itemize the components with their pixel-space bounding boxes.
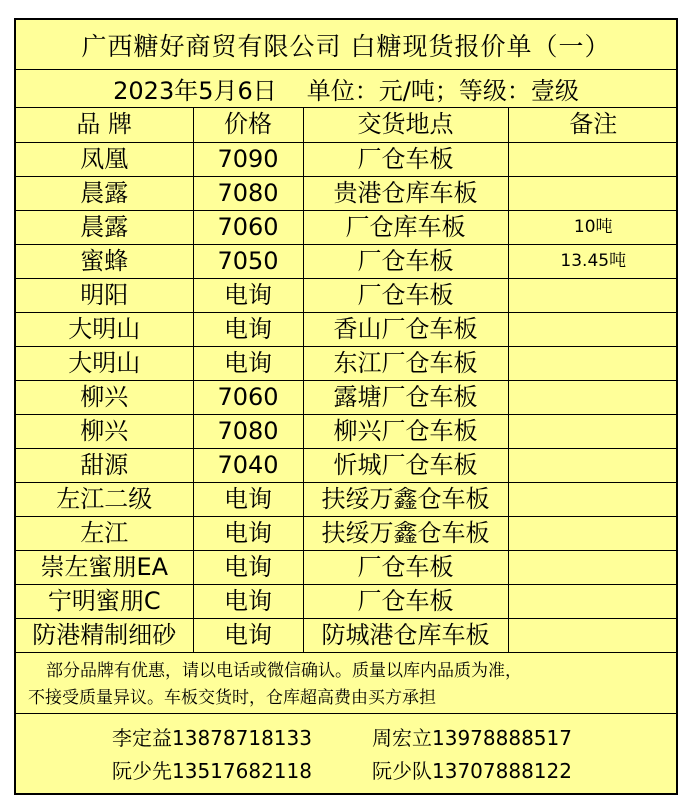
cell-location: 扶绥万鑫仓车板 [303, 516, 508, 550]
cell-price: 电询 [193, 516, 303, 550]
cell-note [508, 448, 678, 482]
cell-brand: 晨露 [16, 210, 193, 244]
cell-location: 厂仓库车板 [303, 210, 508, 244]
cell-price: 7060 [193, 210, 303, 244]
cell-note: 13.45吨 [508, 244, 678, 278]
cell-brand: 防港精制细砂 [16, 618, 193, 652]
cell-note [508, 482, 678, 516]
cell-price: 电询 [193, 312, 303, 346]
table-row [16, 312, 678, 346]
cell-location: 扶绥万鑫仓车板 [303, 482, 508, 516]
contact-line-2 [16, 753, 676, 786]
cell-location: 贵港仓库车板 [303, 176, 508, 210]
cell-location: 厂仓车板 [303, 584, 508, 618]
cell-price: 7060 [193, 380, 303, 414]
cell-price: 电询 [193, 482, 303, 516]
cell-brand: 蜜蜂 [16, 244, 193, 278]
cell-location: 厂仓车板 [303, 550, 508, 584]
table-row [16, 618, 678, 652]
cell-note [508, 550, 678, 584]
contact-entry: 阮少队13707888122 [372, 759, 572, 783]
table-row [16, 278, 678, 312]
cell-brand: 大明山 [16, 312, 193, 346]
cell-brand: 宁明蜜朋C [16, 584, 193, 618]
notice-line-2: 不接受质量异议。车板交货时，仓库超高费由买方承担 [28, 688, 436, 708]
cell-note [508, 312, 678, 346]
unit-grade: 单位：元/吨；等级：壹级 [306, 77, 579, 105]
cell-note [508, 278, 678, 312]
table-row [16, 210, 678, 244]
notice-line-1: 部分品牌有优惠，请以电话或微信确认。质量以库内品质为准， [46, 661, 522, 681]
header-note: 备注 [508, 108, 678, 142]
header-location: 交货地点 [303, 108, 508, 142]
price-sheet [14, 18, 678, 795]
contact-entry: 李定益13878718133 [112, 726, 312, 750]
table-row [16, 346, 678, 380]
table-row [16, 176, 678, 210]
header-price: 价格 [193, 108, 303, 142]
contacts [16, 720, 676, 786]
cell-note [508, 346, 678, 380]
cell-price: 7080 [193, 414, 303, 448]
cell-location: 防城港仓库车板 [303, 618, 508, 652]
table-row [16, 550, 678, 584]
cell-note [508, 176, 678, 210]
cell-price: 电询 [193, 278, 303, 312]
table-row [16, 414, 678, 448]
header-brand: 品 牌 [16, 108, 193, 142]
cell-location: 露塘厂仓车板 [303, 380, 508, 414]
cell-brand: 晨露 [16, 176, 193, 210]
table-row [16, 584, 678, 618]
cell-brand: 左江二级 [16, 482, 193, 516]
cell-location: 东江厂仓车板 [303, 346, 508, 380]
table-row [16, 516, 678, 550]
cell-brand: 左江 [16, 516, 193, 550]
cell-brand: 柳兴 [16, 380, 193, 414]
cell-price: 7080 [193, 176, 303, 210]
cell-price: 电询 [193, 550, 303, 584]
cell-brand: 大明山 [16, 346, 193, 380]
cell-note [508, 584, 678, 618]
cell-location: 厂仓车板 [303, 142, 508, 176]
cell-note [508, 516, 678, 550]
table-header-row [16, 108, 678, 142]
table-row [16, 482, 678, 516]
cell-note [508, 618, 678, 652]
sheet-title: 广西糖好商贸有限公司 白糖现货报价单（一） [16, 20, 676, 70]
table-row [16, 448, 678, 482]
cell-brand: 崇左蜜朋EA [16, 550, 193, 584]
cell-price: 电询 [193, 618, 303, 652]
cell-location: 厂仓车板 [303, 278, 508, 312]
cell-note [508, 414, 678, 448]
cell-location: 香山厂仓车板 [303, 312, 508, 346]
cell-brand: 甜源 [16, 448, 193, 482]
cell-price: 7090 [193, 142, 303, 176]
date-unit-line [16, 70, 676, 108]
cell-price: 7050 [193, 244, 303, 278]
cell-brand: 凤凰 [16, 142, 193, 176]
cell-location: 柳兴厂仓车板 [303, 414, 508, 448]
table-row [16, 244, 678, 278]
table-row [16, 142, 678, 176]
cell-price: 电询 [193, 346, 303, 380]
contact-entry: 阮少先13517682118 [112, 759, 312, 783]
cell-brand: 柳兴 [16, 414, 193, 448]
contact-line-1 [16, 720, 676, 753]
cell-price: 7040 [193, 448, 303, 482]
price-table [16, 108, 678, 653]
contact-entry: 周宏立13978888517 [372, 726, 572, 750]
cell-location: 厂仓车板 [303, 244, 508, 278]
quote-date: 2023年5月6日 [113, 77, 277, 105]
cell-brand: 明阳 [16, 278, 193, 312]
cell-note [508, 142, 678, 176]
cell-note: 10吨 [508, 210, 678, 244]
table-row [16, 380, 678, 414]
cell-note [508, 380, 678, 414]
notice-box [16, 652, 676, 714]
cell-price: 电询 [193, 584, 303, 618]
cell-location: 忻城厂仓车板 [303, 448, 508, 482]
